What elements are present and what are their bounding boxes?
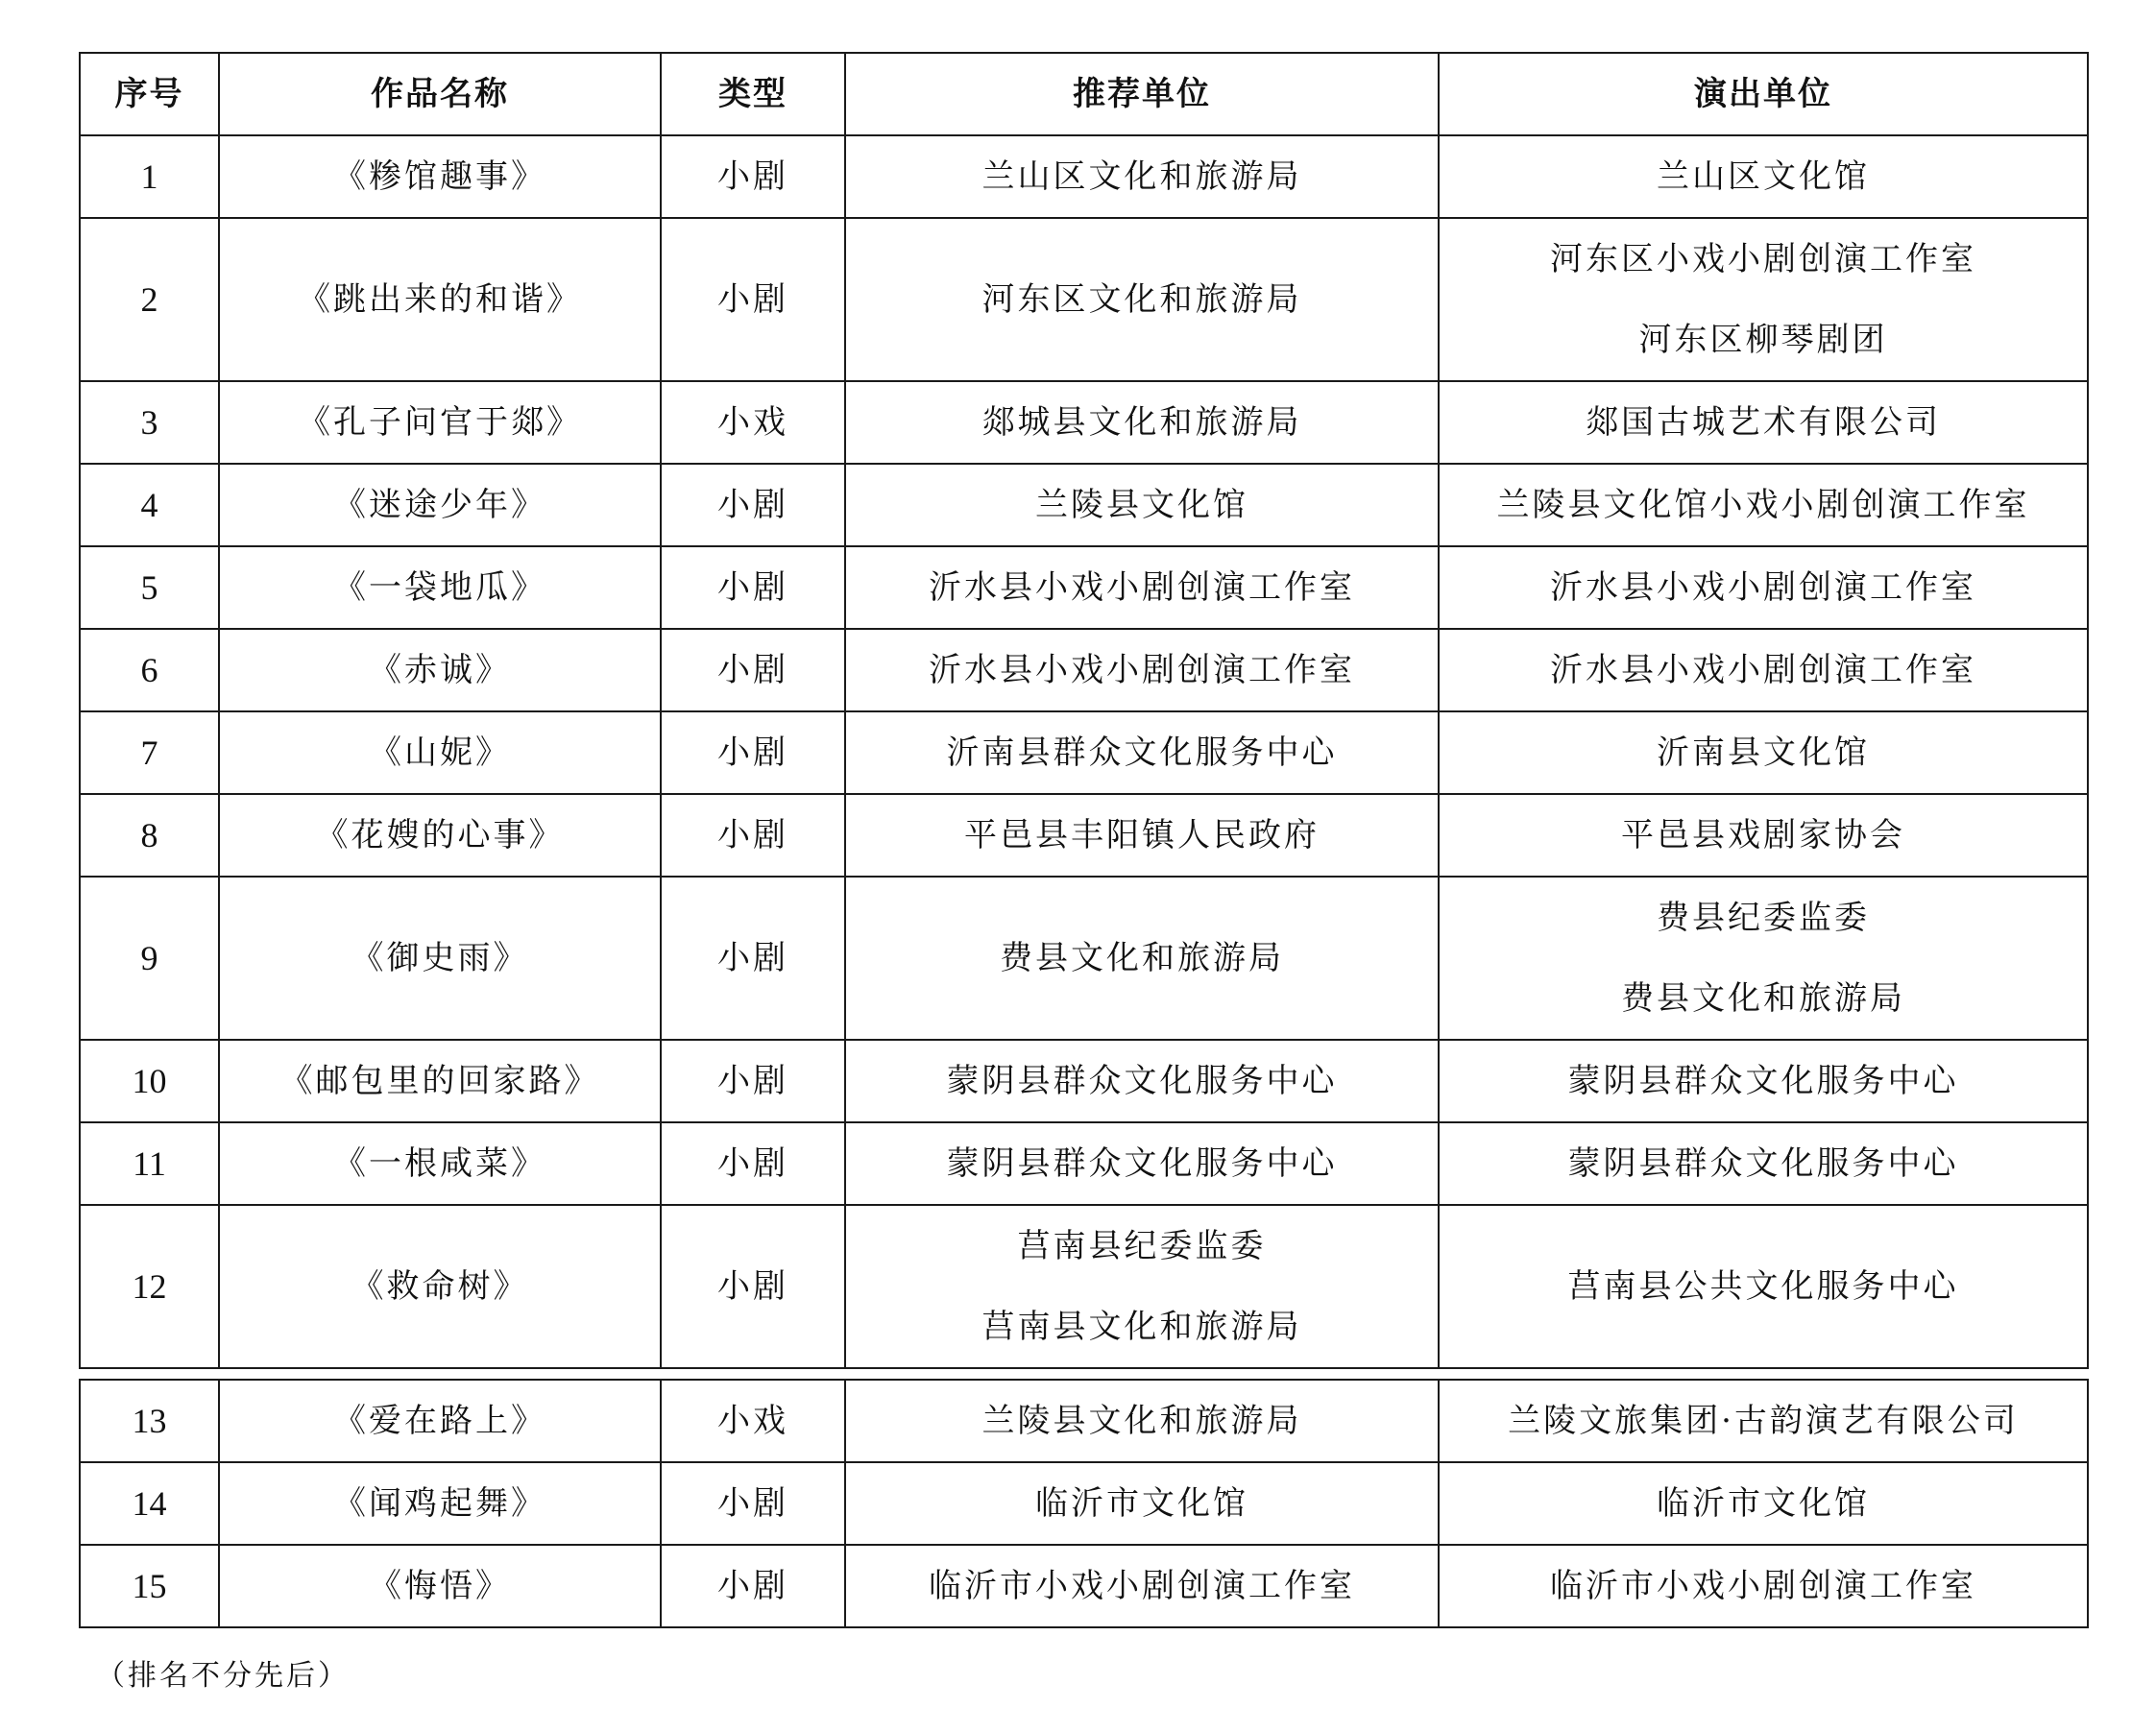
row-number: 2 bbox=[80, 218, 219, 381]
row-number: 13 bbox=[80, 1380, 219, 1462]
work-type: 小剧 bbox=[661, 877, 845, 1040]
recommending-unit: 蒙阴县群众文化服务中心 bbox=[845, 1040, 1439, 1122]
work-title: 《跳出来的和谐》 bbox=[219, 218, 661, 381]
work-type: 小剧 bbox=[661, 1205, 845, 1368]
performing-unit: 兰陵文旅集团·古韵演艺有限公司 bbox=[1439, 1380, 2088, 1462]
work-type: 小剧 bbox=[661, 1122, 845, 1205]
row-number: 11 bbox=[80, 1122, 219, 1205]
row-number: 12 bbox=[80, 1205, 219, 1368]
recommending-unit: 沂南县群众文化服务中心 bbox=[845, 711, 1439, 794]
row-number: 15 bbox=[80, 1545, 219, 1627]
work-title: 《闻鸡起舞》 bbox=[219, 1462, 661, 1545]
performing-unit-line: 河东区小戏小剧创演工作室 bbox=[1550, 240, 1976, 278]
work-title: 《御史雨》 bbox=[219, 877, 661, 1040]
performing-unit: 沂南县文化馆 bbox=[1439, 711, 2088, 794]
table-row bbox=[80, 218, 2088, 381]
table-row bbox=[80, 711, 2088, 794]
performing-unit: 沂水县小戏小剧创演工作室 bbox=[1439, 629, 2088, 711]
row-number: 3 bbox=[80, 381, 219, 464]
work-title: 《糁馆趣事》 bbox=[219, 135, 661, 218]
row-number: 14 bbox=[80, 1462, 219, 1545]
performing-unit bbox=[1439, 877, 2088, 1040]
recommending-unit: 沂水县小戏小剧创演工作室 bbox=[845, 629, 1439, 711]
performing-unit: 兰山区文化馆 bbox=[1439, 135, 2088, 218]
work-title: 《花嫂的心事》 bbox=[219, 794, 661, 877]
recommending-unit: 临沂市小戏小剧创演工作室 bbox=[845, 1545, 1439, 1627]
recommending-unit: 临沂市文化馆 bbox=[845, 1462, 1439, 1545]
performing-unit: 兰陵县文化馆小戏小剧创演工作室 bbox=[1439, 464, 2088, 546]
row-number: 4 bbox=[80, 464, 219, 546]
performing-unit: 蒙阴县群众文化服务中心 bbox=[1439, 1040, 2088, 1122]
table-row bbox=[80, 1205, 2088, 1368]
row-number: 6 bbox=[80, 629, 219, 711]
row-number: 1 bbox=[80, 135, 219, 218]
work-title: 《邮包里的回家路》 bbox=[219, 1040, 661, 1122]
recommending-unit bbox=[845, 1205, 1439, 1368]
work-title: 《爱在路上》 bbox=[219, 1380, 661, 1462]
performing-unit-line: 费县纪委监委 bbox=[1657, 899, 1870, 937]
work-title: 《悔悟》 bbox=[219, 1545, 661, 1627]
recommending-unit-line: 莒南县纪委监委 bbox=[1017, 1227, 1267, 1265]
table-row bbox=[80, 1122, 2088, 1205]
recommending-unit: 郯城县文化和旅游局 bbox=[845, 381, 1439, 464]
performing-unit: 郯国古城艺术有限公司 bbox=[1439, 381, 2088, 464]
row-number: 5 bbox=[80, 546, 219, 629]
work-title: 《孔子问官于郯》 bbox=[219, 381, 661, 464]
table-row bbox=[80, 877, 2088, 1040]
performing-unit-line: 费县文化和旅游局 bbox=[1621, 979, 1905, 1018]
work-type: 小剧 bbox=[661, 794, 845, 877]
work-type: 小剧 bbox=[661, 218, 845, 381]
performing-unit: 沂水县小戏小剧创演工作室 bbox=[1439, 546, 2088, 629]
work-type: 小剧 bbox=[661, 546, 845, 629]
table-row bbox=[80, 381, 2088, 464]
performing-unit: 平邑县戏剧家协会 bbox=[1439, 794, 2088, 877]
recommending-unit-line: 莒南县文化和旅游局 bbox=[981, 1308, 1302, 1346]
work-title: 《赤诚》 bbox=[219, 629, 661, 711]
performing-unit bbox=[1439, 218, 2088, 381]
table-row bbox=[80, 135, 2088, 218]
performing-unit: 莒南县公共文化服务中心 bbox=[1439, 1205, 2088, 1368]
header-recommending-unit: 推荐单位 bbox=[845, 53, 1439, 135]
work-type: 小剧 bbox=[661, 464, 845, 546]
recommending-unit: 沂水县小戏小剧创演工作室 bbox=[845, 546, 1439, 629]
table-row bbox=[80, 1545, 2088, 1627]
work-title: 《救命树》 bbox=[219, 1205, 661, 1368]
work-title: 《迷途少年》 bbox=[219, 464, 661, 546]
performing-unit: 临沂市文化馆 bbox=[1439, 1462, 2088, 1545]
row-number: 7 bbox=[80, 711, 219, 794]
recommending-unit: 兰陵县文化和旅游局 bbox=[845, 1380, 1439, 1462]
work-title: 《山妮》 bbox=[219, 711, 661, 794]
row-number: 10 bbox=[80, 1040, 219, 1122]
table-row bbox=[80, 1380, 2088, 1462]
header-type: 类型 bbox=[661, 53, 845, 135]
work-type: 小剧 bbox=[661, 1462, 845, 1545]
performing-unit: 临沂市小戏小剧创演工作室 bbox=[1439, 1545, 2088, 1627]
recommending-unit: 兰山区文化和旅游局 bbox=[845, 135, 1439, 218]
recommending-unit: 平邑县丰阳镇人民政府 bbox=[845, 794, 1439, 877]
row-number: 9 bbox=[80, 877, 219, 1040]
performing-unit: 蒙阴县群众文化服务中心 bbox=[1439, 1122, 2088, 1205]
header-work-title: 作品名称 bbox=[219, 53, 661, 135]
footnote: （排名不分先后） bbox=[96, 1659, 350, 1693]
works-table bbox=[79, 52, 2089, 1369]
work-type: 小剧 bbox=[661, 135, 845, 218]
header-performing-unit: 演出单位 bbox=[1439, 53, 2088, 135]
work-type: 小剧 bbox=[661, 1040, 845, 1122]
recommending-unit: 兰陵县文化馆 bbox=[845, 464, 1439, 546]
performing-unit-line: 河东区柳琴剧团 bbox=[1638, 321, 1888, 359]
table-row bbox=[80, 1040, 2088, 1122]
work-type: 小剧 bbox=[661, 1545, 845, 1627]
work-type: 小戏 bbox=[661, 1380, 845, 1462]
recommending-unit: 河东区文化和旅游局 bbox=[845, 218, 1439, 381]
works-table-continued bbox=[79, 1379, 2089, 1628]
table-row bbox=[80, 546, 2088, 629]
recommending-unit: 蒙阴县群众文化服务中心 bbox=[845, 1122, 1439, 1205]
table-row bbox=[80, 629, 2088, 711]
recommending-unit: 费县文化和旅游局 bbox=[845, 877, 1439, 1040]
table-row bbox=[80, 464, 2088, 546]
work-title: 《一根咸菜》 bbox=[219, 1122, 661, 1205]
work-type: 小戏 bbox=[661, 381, 845, 464]
header-serial-number: 序号 bbox=[80, 53, 219, 135]
work-type: 小剧 bbox=[661, 629, 845, 711]
row-number: 8 bbox=[80, 794, 219, 877]
table-row bbox=[80, 1462, 2088, 1545]
table-row bbox=[80, 794, 2088, 877]
work-type: 小剧 bbox=[661, 711, 845, 794]
work-title: 《一袋地瓜》 bbox=[219, 546, 661, 629]
table-header-row bbox=[80, 53, 2088, 135]
